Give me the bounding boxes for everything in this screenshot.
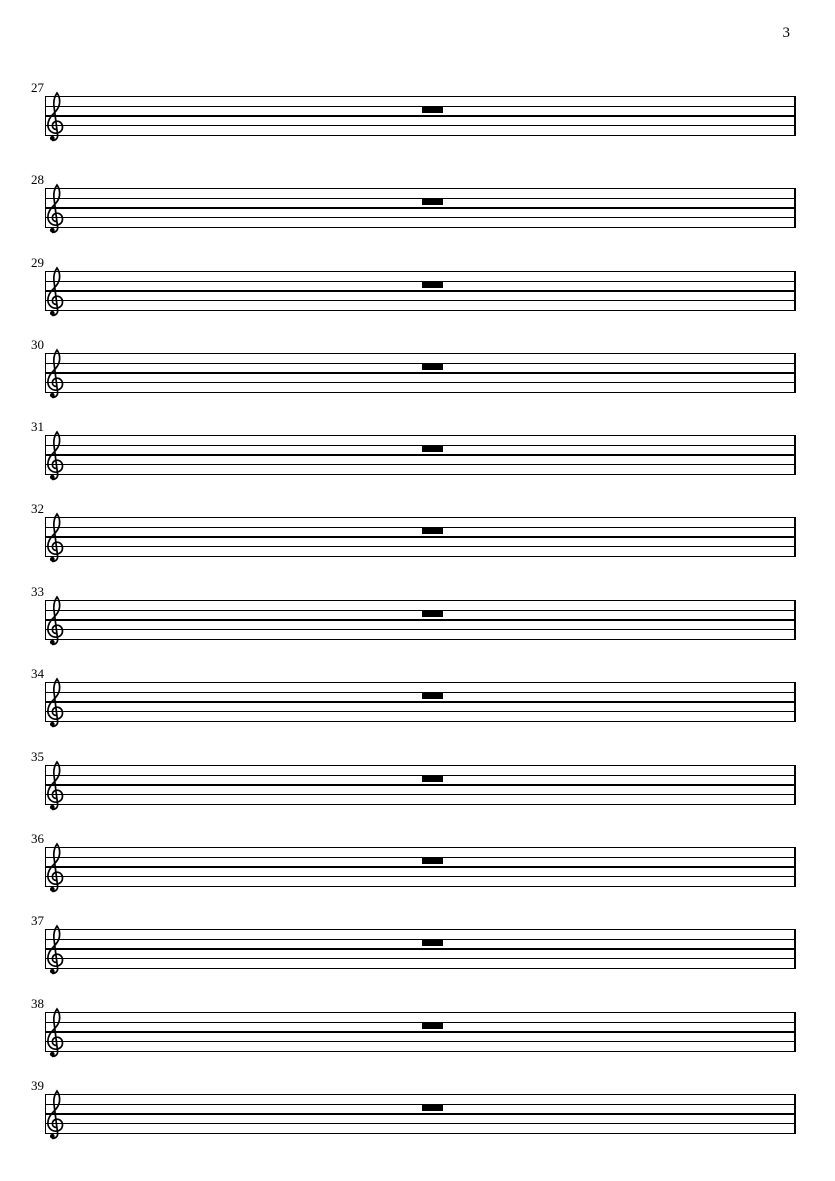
staff-line bbox=[45, 271, 796, 272]
whole-rest bbox=[422, 610, 443, 617]
staff-line bbox=[45, 1113, 796, 1114]
treble-clef-icon bbox=[46, 1086, 66, 1142]
staff-line bbox=[45, 96, 796, 97]
staff-line bbox=[45, 804, 796, 805]
whole-rest bbox=[422, 198, 443, 205]
staff-line bbox=[45, 474, 796, 475]
staff-line bbox=[45, 454, 796, 455]
staff-line bbox=[45, 610, 796, 611]
staff-line bbox=[45, 556, 796, 557]
staff-line bbox=[45, 300, 796, 301]
staff-line bbox=[45, 1051, 796, 1052]
staff-system bbox=[0, 666, 835, 740]
treble-clef-icon bbox=[46, 839, 66, 895]
staff-line bbox=[45, 619, 796, 620]
whole-rest bbox=[422, 527, 443, 534]
staff-line bbox=[45, 692, 796, 693]
staff-system bbox=[0, 749, 835, 823]
staff-line bbox=[45, 1022, 796, 1023]
staff-line bbox=[45, 948, 796, 949]
final-barline bbox=[794, 600, 797, 640]
measure-number: 30 bbox=[31, 337, 44, 352]
staff-line bbox=[45, 363, 796, 364]
treble-clef-icon bbox=[46, 263, 66, 319]
staff-line bbox=[45, 310, 796, 311]
whole-rest bbox=[422, 106, 443, 113]
page-number: 3 bbox=[782, 25, 790, 41]
whole-rest bbox=[422, 939, 443, 946]
staff-line bbox=[45, 115, 796, 116]
treble-clef-icon bbox=[46, 88, 66, 144]
staff-line bbox=[45, 600, 796, 601]
staff-line bbox=[45, 958, 796, 959]
measure-number: 32 bbox=[31, 501, 44, 516]
measure-number: 37 bbox=[31, 913, 44, 928]
final-barline bbox=[794, 517, 797, 557]
staff-line bbox=[45, 1031, 796, 1032]
staff-line bbox=[45, 701, 796, 702]
staff-line bbox=[45, 775, 796, 776]
staff-system bbox=[0, 255, 835, 329]
measure-number: 28 bbox=[31, 172, 44, 187]
whole-rest bbox=[422, 281, 443, 288]
staff-line bbox=[45, 217, 796, 218]
whole-rest bbox=[422, 445, 443, 452]
treble-clef-icon bbox=[46, 592, 66, 648]
staff-line bbox=[45, 281, 796, 282]
final-barline bbox=[794, 96, 797, 136]
staff-line bbox=[45, 886, 796, 887]
staff-line bbox=[45, 207, 796, 208]
measure-number: 31 bbox=[31, 419, 44, 434]
treble-clef-icon bbox=[46, 509, 66, 565]
staff-line bbox=[45, 435, 796, 436]
staff-line bbox=[45, 527, 796, 528]
staff-line bbox=[45, 794, 796, 795]
treble-clef-icon bbox=[46, 1004, 66, 1060]
staff-line bbox=[45, 1123, 796, 1124]
measure-number: 39 bbox=[31, 1078, 44, 1093]
final-barline bbox=[794, 188, 797, 228]
measure-number: 35 bbox=[31, 749, 44, 764]
final-barline bbox=[794, 682, 797, 722]
staff-line bbox=[45, 866, 796, 867]
staff-line bbox=[45, 876, 796, 877]
whole-rest bbox=[422, 1022, 443, 1029]
staff-line bbox=[45, 1104, 796, 1105]
whole-rest bbox=[422, 1104, 443, 1111]
staff-line bbox=[45, 198, 796, 199]
final-barline bbox=[794, 765, 797, 805]
staff-line bbox=[45, 629, 796, 630]
staff-line bbox=[45, 929, 796, 930]
treble-clef-icon bbox=[46, 757, 66, 813]
staff-line bbox=[45, 517, 796, 518]
staff-line bbox=[45, 536, 796, 537]
staff-line bbox=[45, 290, 796, 291]
staff-line bbox=[45, 125, 796, 126]
staff-line bbox=[45, 1094, 796, 1095]
final-barline bbox=[794, 353, 797, 393]
whole-rest bbox=[422, 692, 443, 699]
staff-system bbox=[0, 419, 835, 493]
staff-system bbox=[0, 337, 835, 411]
staff-line bbox=[45, 639, 796, 640]
measure-number: 33 bbox=[31, 584, 44, 599]
whole-rest bbox=[422, 857, 443, 864]
staff-system bbox=[0, 584, 835, 658]
final-barline bbox=[794, 1094, 797, 1134]
staff-system bbox=[0, 831, 835, 905]
staff-line bbox=[45, 546, 796, 547]
final-barline bbox=[794, 929, 797, 969]
staff-line bbox=[45, 188, 796, 189]
final-barline bbox=[794, 435, 797, 475]
measure-number: 36 bbox=[31, 831, 44, 846]
whole-rest bbox=[422, 363, 443, 370]
staff-system bbox=[0, 501, 835, 575]
treble-clef-icon bbox=[46, 180, 66, 236]
treble-clef-icon bbox=[46, 921, 66, 977]
staff-line bbox=[45, 353, 796, 354]
staff-line bbox=[45, 711, 796, 712]
staff-line bbox=[45, 1133, 796, 1134]
staff-line bbox=[45, 1012, 796, 1013]
staff-line bbox=[45, 1041, 796, 1042]
measure-number: 27 bbox=[31, 80, 44, 95]
staff-system bbox=[0, 1078, 835, 1152]
staff-line bbox=[45, 968, 796, 969]
staff-system bbox=[0, 913, 835, 987]
staff-system bbox=[0, 996, 835, 1070]
staff-system bbox=[0, 172, 835, 246]
whole-rest bbox=[422, 775, 443, 782]
final-barline bbox=[794, 847, 797, 887]
staff-line bbox=[45, 847, 796, 848]
staff-line bbox=[45, 372, 796, 373]
staff-line bbox=[45, 445, 796, 446]
staff-line bbox=[45, 682, 796, 683]
measure-number: 34 bbox=[31, 666, 44, 681]
staff-line bbox=[45, 939, 796, 940]
treble-clef-icon bbox=[46, 674, 66, 730]
staff-line bbox=[45, 382, 796, 383]
measure-number: 29 bbox=[31, 255, 44, 270]
staff-line bbox=[45, 464, 796, 465]
treble-clef-icon bbox=[46, 427, 66, 483]
staff-line bbox=[45, 392, 796, 393]
staff-line bbox=[45, 106, 796, 107]
staff-line bbox=[45, 227, 796, 228]
staff-line bbox=[45, 857, 796, 858]
staff-line bbox=[45, 721, 796, 722]
final-barline bbox=[794, 1012, 797, 1052]
measure-number: 38 bbox=[31, 996, 44, 1011]
staff-line bbox=[45, 784, 796, 785]
staff-line bbox=[45, 135, 796, 136]
final-barline bbox=[794, 271, 797, 311]
staff-system bbox=[0, 80, 835, 154]
treble-clef-icon bbox=[46, 345, 66, 401]
staff-line bbox=[45, 765, 796, 766]
